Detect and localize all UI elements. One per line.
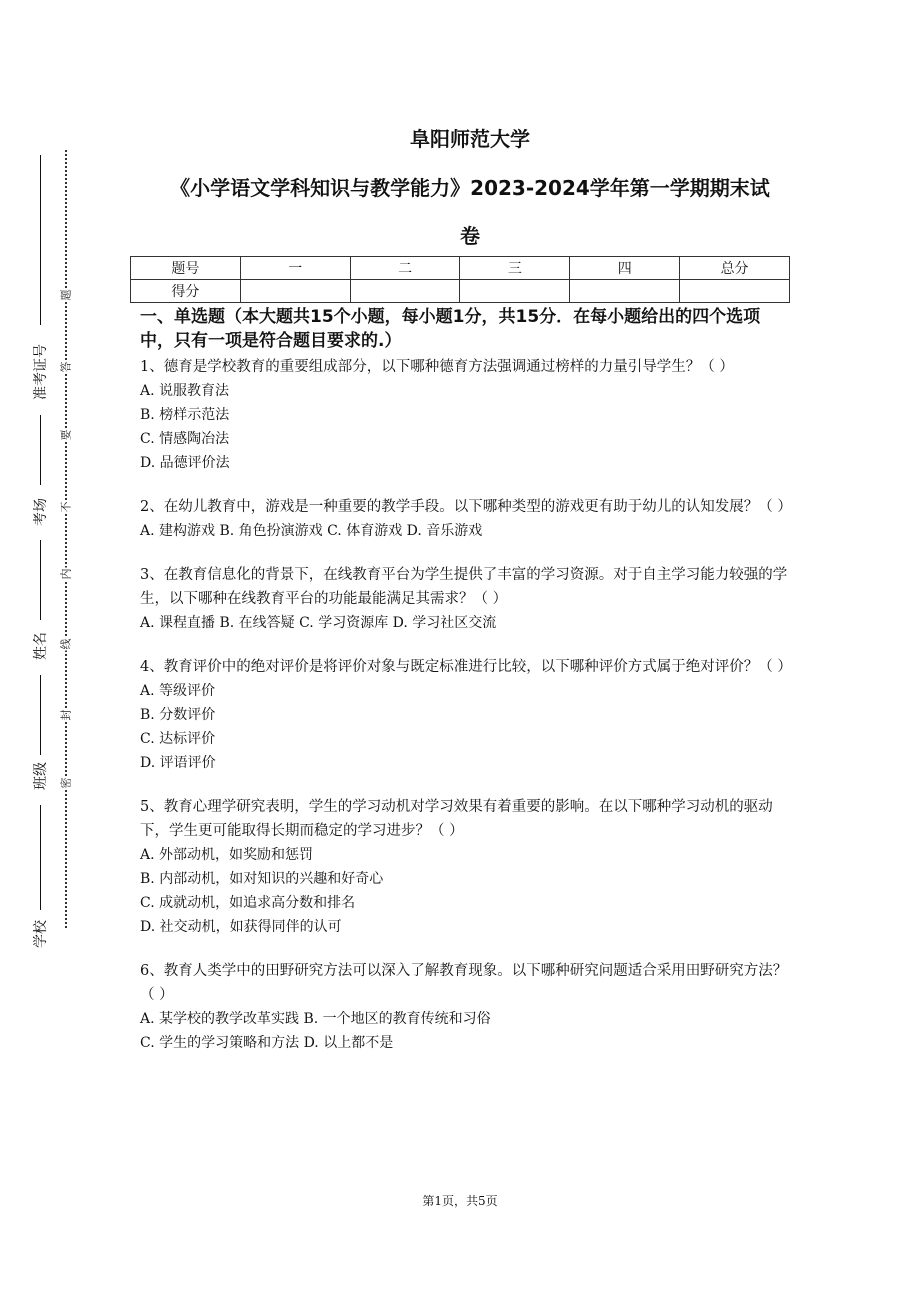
- question-stem: 2、在幼儿教育中，游戏是一种重要的教学手段。以下哪种类型的游戏更有助于幼儿的认知发展？（ ）: [140, 499, 792, 515]
- university-title: 阜阳师范大学: [410, 127, 530, 151]
- question-stem: 3、在教育信息化的背景下，在线教育平台为学生提供了丰富的学习资源。对于自主学习能力较强的学生，以下哪种在线教育平台的功能最能满足其需求？（ ）: [140, 567, 788, 607]
- option: D. 品德评价法: [140, 455, 230, 471]
- seal-char: 要: [59, 429, 73, 441]
- question-4: [140, 655, 790, 775]
- table-cell: 三: [460, 257, 570, 280]
- option: B. 榜样示范法: [140, 407, 230, 423]
- question-stem: 6、教育人类学中的田野研究方法可以深入了解教育现象。以下哪种研究问题适合采用田野研究方法？（ ）: [140, 963, 788, 1003]
- table-cell: 题号: [131, 257, 241, 280]
- exam-title-line1: 《小学语文学科知识与教学能力》2023-2024学年第一学期期末试: [170, 176, 770, 200]
- seal-char: 封: [59, 709, 73, 721]
- question-stem: 1、德育是学校教育的重要组成部分，以下哪种德育方法强调通过榜样的力量引导学生？（ ）: [140, 359, 734, 375]
- score-entry-cell: [240, 280, 350, 303]
- table-cell: 四: [570, 257, 680, 280]
- page-footer: 第1页，共5页: [422, 1194, 498, 1208]
- question-1: [140, 355, 790, 475]
- class-label: 班级: [33, 762, 49, 790]
- option: B. 内部动机，如对知识的兴趣和好奇心: [140, 871, 384, 887]
- option: A. 建构游戏 B. 角色扮演游戏 C. 体育游戏 D. 音乐游戏: [140, 523, 483, 539]
- option: C. 学生的学习策略和方法 D. 以上都不是: [140, 1035, 394, 1051]
- score-entry-cell: [350, 280, 460, 303]
- question-3: [140, 563, 790, 635]
- option: D. 评语评价: [140, 755, 216, 771]
- option: C. 成就动机，如追求高分数和排名: [140, 895, 356, 911]
- name-line: [40, 540, 41, 620]
- seal-char: 题: [59, 289, 73, 301]
- school-line: [40, 805, 41, 910]
- score-entry-cell: [680, 280, 790, 303]
- exam-number-label: 准考证号: [33, 344, 49, 400]
- option: A. 某学校的教学改革实践 B. 一个地区的教育传统和习俗: [140, 1011, 491, 1027]
- option: A. 课程直播 B. 在线答疑 C. 学习资源库 D. 学习社区交流: [140, 615, 497, 631]
- table-cell: 得分: [131, 280, 241, 303]
- option: A. 外部动机，如奖励和惩罚: [140, 847, 314, 863]
- score-entry-cell: [570, 280, 680, 303]
- score-entry-cell: [460, 280, 570, 303]
- option: C. 情感陶冶法: [140, 431, 230, 447]
- question-5: [140, 795, 790, 939]
- exam-number-line: [40, 155, 41, 325]
- exam-room-label: 考场: [33, 498, 49, 526]
- section-heading: 一、单选题（本大题共15个小题，每小题1分，共15分．在每小题给出的四个选项中，只有一项是符合题目要求的.）: [140, 307, 761, 351]
- option: A. 说服教育法: [140, 383, 230, 399]
- school-label: 学校: [33, 920, 49, 948]
- table-cell: 总分: [680, 257, 790, 280]
- score-table: [130, 256, 790, 303]
- question-stem: 4、教育评价中的绝对评价是将评价对象与既定标准进行比较，以下哪种评价方式属于绝对评价？（ ）: [140, 659, 792, 675]
- option: B. 分数评价: [140, 707, 216, 723]
- seal-char: 不: [59, 501, 73, 513]
- class-line: [40, 675, 41, 755]
- question-6: [140, 959, 790, 1055]
- table-cell: 二: [350, 257, 460, 280]
- binding-strip: [0, 0, 100, 1302]
- option: C. 达标评价: [140, 731, 216, 747]
- table-cell: 一: [240, 257, 350, 280]
- option: A. 等级评价: [140, 683, 216, 699]
- seal-char: 密: [59, 777, 73, 789]
- score-table-header-row: [131, 257, 790, 280]
- seal-dotted-line: [65, 150, 67, 928]
- question-stem: 5、教育心理学研究表明，学生的学习动机对学习效果有着重要的影响。在以下哪种学习动机的驱动下，学生更可能取得长期而稳定的学习进步？（ ）: [140, 799, 773, 839]
- question-2: [140, 495, 790, 543]
- exam-room-line: [40, 415, 41, 485]
- score-table-score-row: [131, 280, 790, 303]
- seal-char: 内: [59, 568, 73, 580]
- seal-char: 线: [59, 638, 73, 650]
- exam-title-line2: 卷: [460, 224, 480, 248]
- seal-char: 答: [59, 361, 73, 373]
- exam-content: [140, 305, 790, 1075]
- name-label: 姓名: [33, 632, 49, 660]
- option: D. 社交动机，如获得同伴的认可: [140, 919, 342, 935]
